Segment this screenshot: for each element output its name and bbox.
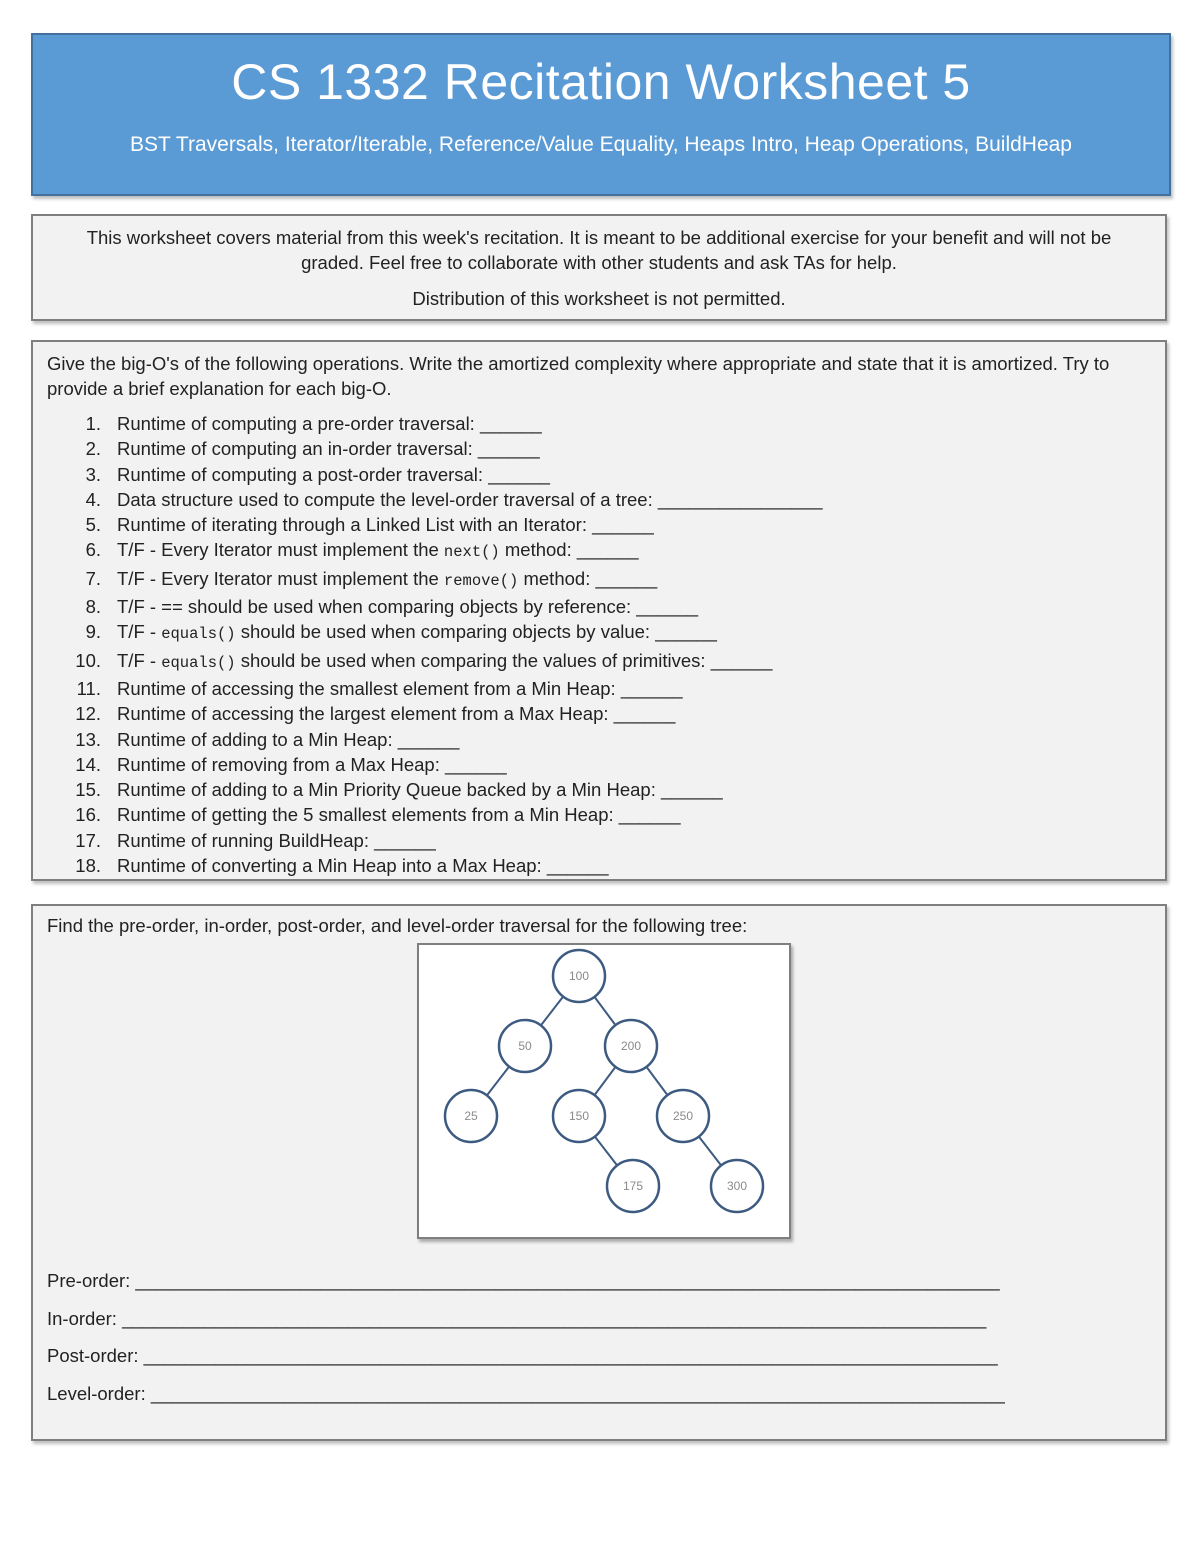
tree-node-label: 175 bbox=[622, 1179, 644, 1193]
question-text: Runtime of running BuildHeap: ______ bbox=[117, 829, 436, 851]
answer-row bbox=[47, 1306, 1005, 1344]
tree-node-250 bbox=[657, 1090, 709, 1142]
tree-node-150 bbox=[553, 1090, 605, 1142]
answer-label: In-order: bbox=[47, 1307, 123, 1329]
tree-node-label: 200 bbox=[620, 1039, 642, 1053]
question-item bbox=[47, 752, 1151, 777]
question-item bbox=[47, 701, 1151, 726]
intro-box bbox=[31, 214, 1167, 321]
question-text: T/F - Every Iterator must implement the remove() method: ______ bbox=[117, 567, 658, 590]
question-item bbox=[47, 462, 1151, 487]
tree-node-label: 25 bbox=[464, 1109, 478, 1123]
question-number: 4. bbox=[85, 488, 101, 510]
question-number: 2. bbox=[85, 438, 101, 460]
question-text: Data structure used to compute the level-order traversal of a tree: ________________ bbox=[117, 488, 823, 510]
question-number: 3. bbox=[85, 463, 101, 485]
question-item bbox=[47, 566, 1151, 594]
tree-node-50 bbox=[499, 1020, 551, 1072]
big-o-prompt: Give the big-O's of the following operations. Write the amortized complexity where appropriate and state that it is amortized. Try to provide a brief explanation for each big-O. bbox=[47, 353, 1110, 399]
question-text: T/F - equals() should be used when comparing objects by value: ______ bbox=[117, 621, 717, 644]
question-text: T/F - equals() should be used when comparing the values of primitives: ______ bbox=[117, 649, 773, 672]
question-item bbox=[47, 727, 1151, 752]
question-number: 1. bbox=[85, 413, 101, 434]
intro-text: This worksheet covers material from this week's recitation. It is meant to be additional exercise for your benefit and will not be graded. Feel free to collaborate with other students and ask TAs for help. bbox=[86, 227, 1112, 273]
question-item bbox=[47, 802, 1151, 827]
tree-node-25 bbox=[445, 1090, 497, 1142]
question-number: 7. bbox=[85, 567, 101, 589]
question-item bbox=[47, 619, 1151, 647]
question-number: 14. bbox=[75, 753, 101, 775]
question-item bbox=[47, 594, 1151, 619]
tree-edge bbox=[595, 997, 616, 1025]
answer-blank[interactable]: ___________________________________________________________________________________ bbox=[150, 1382, 1005, 1404]
question-number: 13. bbox=[75, 728, 101, 750]
tree-edge bbox=[487, 1067, 509, 1096]
tree-traversal-box bbox=[31, 904, 1167, 1441]
tree-node-label: 300 bbox=[726, 1179, 748, 1193]
question-text: Runtime of adding to a Min Priority Queue backed by a Min Heap: ______ bbox=[117, 779, 723, 801]
question-item bbox=[47, 676, 1151, 701]
tree-node-200 bbox=[605, 1020, 657, 1072]
question-text: T/F - Every Iterator must implement the next() method: ______ bbox=[117, 539, 639, 562]
question-number: 18. bbox=[75, 855, 101, 877]
question-number: 6. bbox=[85, 539, 101, 561]
question-number: 5. bbox=[85, 514, 101, 536]
question-item bbox=[47, 537, 1151, 565]
question-item bbox=[47, 648, 1151, 676]
question-item bbox=[47, 436, 1151, 461]
question-text: T/F - == should be used when comparing objects by reference: ______ bbox=[117, 596, 699, 618]
distribution-notice: Distribution of this worksheet is not permitted. bbox=[412, 288, 786, 309]
tree-node-label: 50 bbox=[518, 1039, 532, 1053]
question-number: 10. bbox=[75, 649, 101, 671]
question-text: Runtime of adding to a Min Heap: ______ bbox=[117, 728, 460, 750]
answer-label: Post-order: bbox=[47, 1345, 144, 1366]
answer-label: Level-order: bbox=[47, 1382, 151, 1404]
tree-edge bbox=[595, 1137, 617, 1166]
question-number: 9. bbox=[85, 621, 101, 643]
code-snippet: next() bbox=[443, 543, 500, 562]
tree-node-300 bbox=[711, 1160, 763, 1212]
question-text: Runtime of accessing the largest element from a Max Heap: ______ bbox=[117, 703, 676, 725]
question-number: 8. bbox=[85, 596, 101, 618]
tree-node-175 bbox=[607, 1160, 659, 1212]
answer-row bbox=[47, 1268, 1005, 1306]
tree-edge bbox=[699, 1137, 721, 1166]
answer-lines bbox=[47, 1268, 1005, 1418]
question-text: Runtime of iterating through a Linked List with an Iterator: ______ bbox=[117, 514, 654, 536]
answer-label: Pre-order: bbox=[47, 1270, 136, 1291]
answer-blank[interactable]: ___________________________________________________________________________________ bbox=[143, 1345, 998, 1366]
question-item bbox=[47, 487, 1151, 512]
page-title: CS 1332 Recitation Worksheet 5 bbox=[231, 54, 971, 110]
code-snippet: equals() bbox=[161, 653, 236, 672]
question-text: Runtime of computing a pre-order traversal: ______ bbox=[117, 413, 542, 434]
code-snippet: remove() bbox=[443, 571, 519, 590]
question-item bbox=[47, 512, 1151, 537]
question-item bbox=[47, 853, 1151, 878]
question-text: Runtime of computing an in-order traversal: ______ bbox=[117, 438, 540, 460]
question-text: Runtime of getting the 5 smallest elements from a Min Heap: ______ bbox=[117, 804, 681, 826]
question-number: 15. bbox=[75, 779, 101, 801]
tree-svg bbox=[419, 945, 789, 1237]
tree-node-label: 150 bbox=[568, 1109, 590, 1123]
question-list bbox=[47, 411, 1151, 878]
tree-edge bbox=[595, 1067, 616, 1095]
question-item bbox=[47, 411, 1151, 436]
answer-row bbox=[47, 1343, 1005, 1381]
answer-row bbox=[47, 1381, 1005, 1419]
tree-node-100 bbox=[553, 950, 605, 1002]
question-number: 12. bbox=[75, 703, 101, 725]
tree-diagram bbox=[417, 943, 791, 1239]
tree-node-label: 250 bbox=[672, 1109, 694, 1123]
code-snippet: equals() bbox=[161, 625, 236, 644]
tree-prompt: Find the pre-order, in-order, post-order, and level-order traversal for the following tree: bbox=[47, 915, 748, 936]
question-item bbox=[47, 828, 1151, 853]
question-number: 11. bbox=[76, 677, 101, 699]
question-number: 17. bbox=[75, 829, 101, 851]
question-text: Runtime of accessing the smallest element from a Min Heap: ______ bbox=[117, 677, 683, 699]
tree-edge bbox=[541, 997, 563, 1026]
big-o-questions-box bbox=[31, 340, 1167, 881]
tree-node-label: 100 bbox=[568, 969, 590, 983]
question-text: Runtime of removing from a Max Heap: ______ bbox=[117, 753, 507, 775]
question-text: Runtime of converting a Min Heap into a Max Heap: ______ bbox=[117, 855, 609, 877]
page-subtitle: BST Traversals, Iterator/Iterable, Reference/Value Equality, Heaps Intro, Heap Operations, BuildHeap bbox=[130, 133, 1072, 156]
question-text: Runtime of computing a post-order traversal: ______ bbox=[117, 463, 550, 485]
tree-edge bbox=[647, 1067, 668, 1095]
question-item bbox=[47, 777, 1151, 802]
answer-blank[interactable]: ____________________________________________________________________________________ bbox=[122, 1307, 987, 1329]
question-number: 16. bbox=[75, 804, 101, 826]
answer-blank[interactable]: ____________________________________________________________________________________ bbox=[135, 1270, 1000, 1291]
worksheet-header bbox=[31, 33, 1171, 196]
